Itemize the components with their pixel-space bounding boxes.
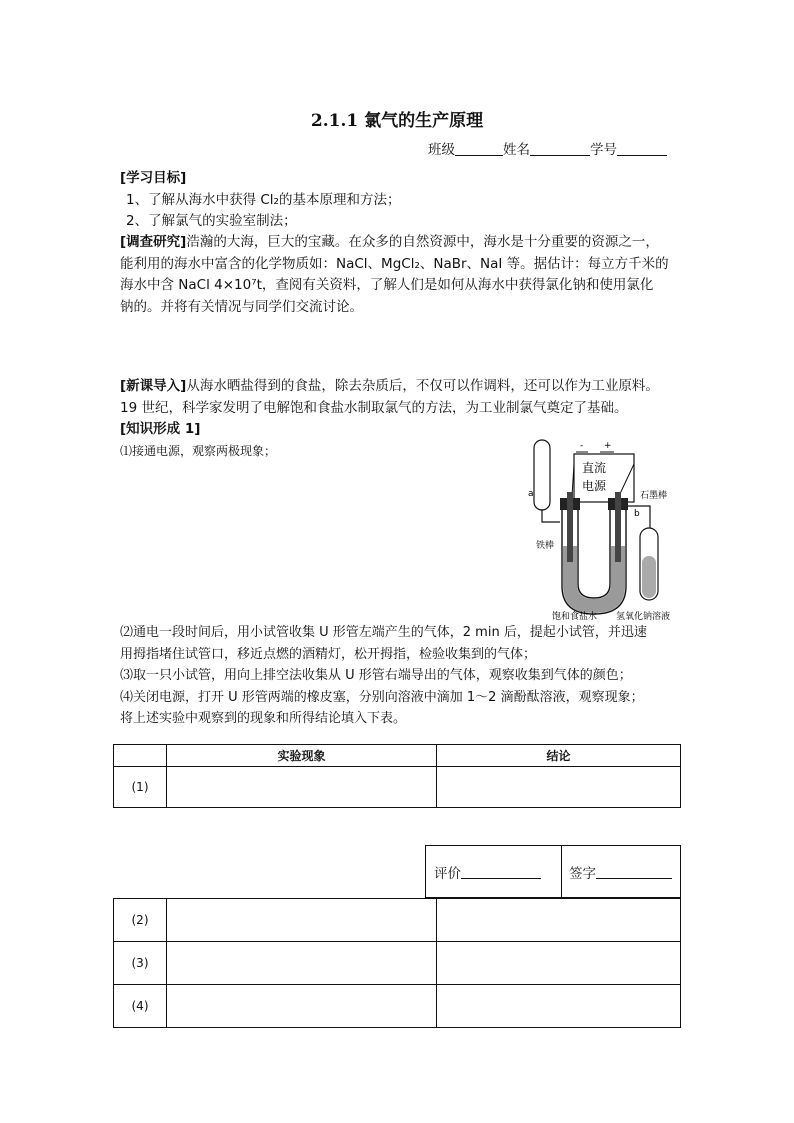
student-info-line xyxy=(428,138,667,158)
procedure-steps xyxy=(120,622,688,730)
name-label: 姓名 xyxy=(503,142,530,158)
name-blank[interactable] xyxy=(530,141,590,156)
col-conclusion-header: 结论 xyxy=(437,745,681,767)
id-label: 学号 xyxy=(590,142,617,158)
learning-goals xyxy=(120,168,686,233)
research-heading: [调查研究] xyxy=(120,234,187,250)
minus-sign: - xyxy=(580,441,584,451)
power-label-1: 直流 xyxy=(582,461,607,475)
conclusion-cell[interactable] xyxy=(437,942,681,985)
step-3: ⑶取一只小试管，用向上排空法收集从 U 形管右端导出的气体，观察收集到气体的颜色； xyxy=(120,668,632,683)
phenomenon-cell[interactable] xyxy=(167,985,437,1028)
intro-heading: [新课导入] xyxy=(120,378,187,394)
electrolysis-apparatus-figure xyxy=(522,436,684,622)
intro-line-1: 从海水晒盐得到的食盐，除去杂质后，不仅可以作调料，还可以作为工业原料。 xyxy=(186,378,659,394)
brine-label: 饱和食盐水 xyxy=(552,612,598,622)
phenomenon-cell[interactable] xyxy=(167,767,437,808)
table-row xyxy=(114,767,681,808)
goal-item-2: 2、了解氯气的实验室制法； xyxy=(126,213,297,229)
iron-rod xyxy=(567,492,573,562)
research-line-2: 能利用的海水中富含的化学物质如：NaCl、MgCl₂、NaBr、NaI 等。据估计：每立方千米的 xyxy=(120,255,669,272)
graphite-label: 石墨棒 xyxy=(640,491,668,501)
sign-blank[interactable] xyxy=(596,864,672,879)
class-label: 班级 xyxy=(428,142,455,158)
conclusion-cell[interactable] xyxy=(437,899,681,942)
table-row xyxy=(114,899,681,942)
intro-line-2: 19 世纪，科学家发明了电解饱和食盐水制取氯气的方法，为工业制氯气奠定了基础。 xyxy=(120,399,628,416)
conclusion-cell[interactable] xyxy=(437,985,681,1028)
step-1: ⑴接通电源，观察两极现象； xyxy=(120,443,277,458)
row-number: (3) xyxy=(114,942,167,985)
test-tube-a xyxy=(534,440,550,510)
research-line-3: 海水中含 NaCl 4×10⁷t，查阅有关资料，了解人们是如何从海水中获得氯化钠和使用氯化 xyxy=(120,277,654,293)
row-number: (4) xyxy=(114,985,167,1028)
step-2a: ⑵通电一段时间后，用小试管收集 U 形管左端产生的气体，2 min 后，提起小试管，并迅速 xyxy=(120,625,647,640)
graphite-rod xyxy=(615,492,621,562)
results-table-bottom xyxy=(113,898,681,1028)
research-line-1: 浩瀚的大海，巨大的宝藏。在众多的自然资源中，海水是十分重要的资源之一， xyxy=(186,234,659,250)
step-4: ⑷关闭电源，打开 U 形管两端的橡皮塞，分别向溶液中滴加 1～2 滴酚酞溶液，观察现象； xyxy=(120,689,644,705)
research-section xyxy=(120,232,692,318)
row-number: (2) xyxy=(114,899,167,942)
evaluation-box xyxy=(425,845,681,898)
naoh-label: 氢氧化钠溶液 xyxy=(616,612,671,622)
col-phenomenon-header: 实验现象 xyxy=(167,745,437,767)
goals-heading: [学习目标] xyxy=(120,170,187,186)
step-2b: 用拇指堵住试管口，移近点燃的酒精灯，松开拇指，检验收集到的气体； xyxy=(120,646,537,662)
sign-label: 签字 xyxy=(569,865,596,882)
table-row xyxy=(114,985,681,1028)
step-5: 将上述实验中观察到的现象和所得结论填入下表。 xyxy=(120,711,407,726)
conclusion-cell[interactable] xyxy=(437,767,681,808)
row-number: (1) xyxy=(114,767,167,808)
label-b: b xyxy=(634,509,640,519)
page-title: 2.1.1 氯气的生产原理 xyxy=(310,111,484,131)
evaluation-signature xyxy=(569,846,672,897)
plus-sign: + xyxy=(604,441,612,451)
evaluation-score xyxy=(434,846,541,897)
power-label-2: 电源 xyxy=(582,479,607,493)
results-table-top xyxy=(113,744,681,808)
phenomenon-cell[interactable] xyxy=(167,942,437,985)
label-a: a xyxy=(528,489,534,499)
id-blank[interactable] xyxy=(617,141,667,156)
knowledge-heading: [知识形成 1] xyxy=(120,421,201,437)
score-label: 评价 xyxy=(434,865,461,882)
table-row xyxy=(114,942,681,985)
phenomenon-cell[interactable] xyxy=(167,899,437,942)
header-blank-cell xyxy=(114,745,167,767)
naoh-solution xyxy=(642,556,656,598)
research-line-4: 钠的。并将有关情况与同学们交流讨论。 xyxy=(120,298,363,315)
class-blank[interactable] xyxy=(455,141,503,156)
iron-label: 铁棒 xyxy=(536,541,555,551)
goal-item-1: 1、了解从海水中获得 Cl₂的基本原理和方法； xyxy=(126,191,401,208)
score-blank[interactable] xyxy=(461,864,541,879)
